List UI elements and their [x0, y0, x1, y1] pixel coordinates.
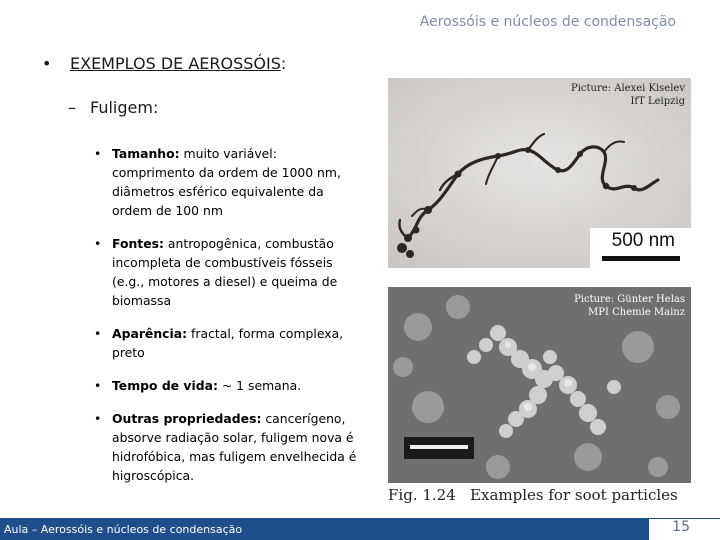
image-credit — [571, 82, 685, 108]
credit-line: IfT Leipzig — [630, 96, 685, 107]
item-label: Tempo de vida: — [112, 378, 218, 393]
bullet-icon: • — [94, 236, 102, 251]
item-label: Tamanho: — [112, 146, 180, 161]
section-heading-text: EXEMPLOS DE AEROSSÓIS — [70, 54, 281, 73]
soot-tem-image — [388, 78, 691, 268]
soot-sem-image — [388, 287, 691, 483]
item-text: muito variável: comprimento da ordem de 1000 nm, diâmetros esférico equivalente da ordem de 100 nm — [112, 146, 341, 218]
item-text: ~ 1 semana. — [217, 378, 302, 393]
item-text: antropogênica, combustão incompleta de combustíveis fósseis (e.g., motores a diesel) e queima de biomassa — [112, 236, 338, 308]
bullet-icon: • — [94, 326, 102, 341]
footer-text: Aula – Aerossóis e núcleos de condensação — [4, 523, 243, 536]
list-item-size — [94, 144, 362, 220]
figure-caption: Fig. 1.24 Examples for soot particles — [388, 486, 678, 504]
scale-bar-label: 500 nm — [611, 230, 675, 251]
bullet-icon: • — [42, 54, 52, 73]
page-number: 15 — [672, 519, 690, 535]
subheading-text: Fuligem: — [90, 98, 159, 117]
credit-line: Picture: Günter Helas — [574, 294, 685, 305]
list-item-appearance — [94, 324, 362, 362]
dash-icon: – — [68, 98, 76, 117]
section-heading-colon: : — [280, 54, 287, 73]
section-heading — [42, 54, 286, 73]
image-credit — [574, 293, 685, 319]
bullet-icon: • — [94, 378, 102, 393]
bullet-icon: • — [94, 146, 102, 161]
item-text: cancerígeno, absorve radiação solar, fuligem nova é hidrofóbica, mas fuligem envelhecida é higroscópica. — [112, 411, 357, 483]
list-item-other — [94, 409, 362, 485]
slide-header-title: Aerossóis e núcleos de condensação — [419, 14, 676, 30]
subheading — [68, 98, 158, 117]
item-label: Fontes: — [112, 236, 164, 251]
property-list — [94, 144, 362, 499]
list-item-sources — [94, 234, 362, 310]
list-item-lifetime — [94, 376, 362, 395]
bullet-icon: • — [94, 411, 102, 426]
item-text: fractal, forma complexa, preto — [112, 326, 344, 360]
item-label: Outras propriedades: — [112, 411, 262, 426]
item-label: Aparência: — [112, 326, 188, 341]
credit-line: MPI Chemie Mainz — [588, 307, 685, 318]
credit-line: Picture: Alexei Kiselev — [571, 83, 685, 94]
